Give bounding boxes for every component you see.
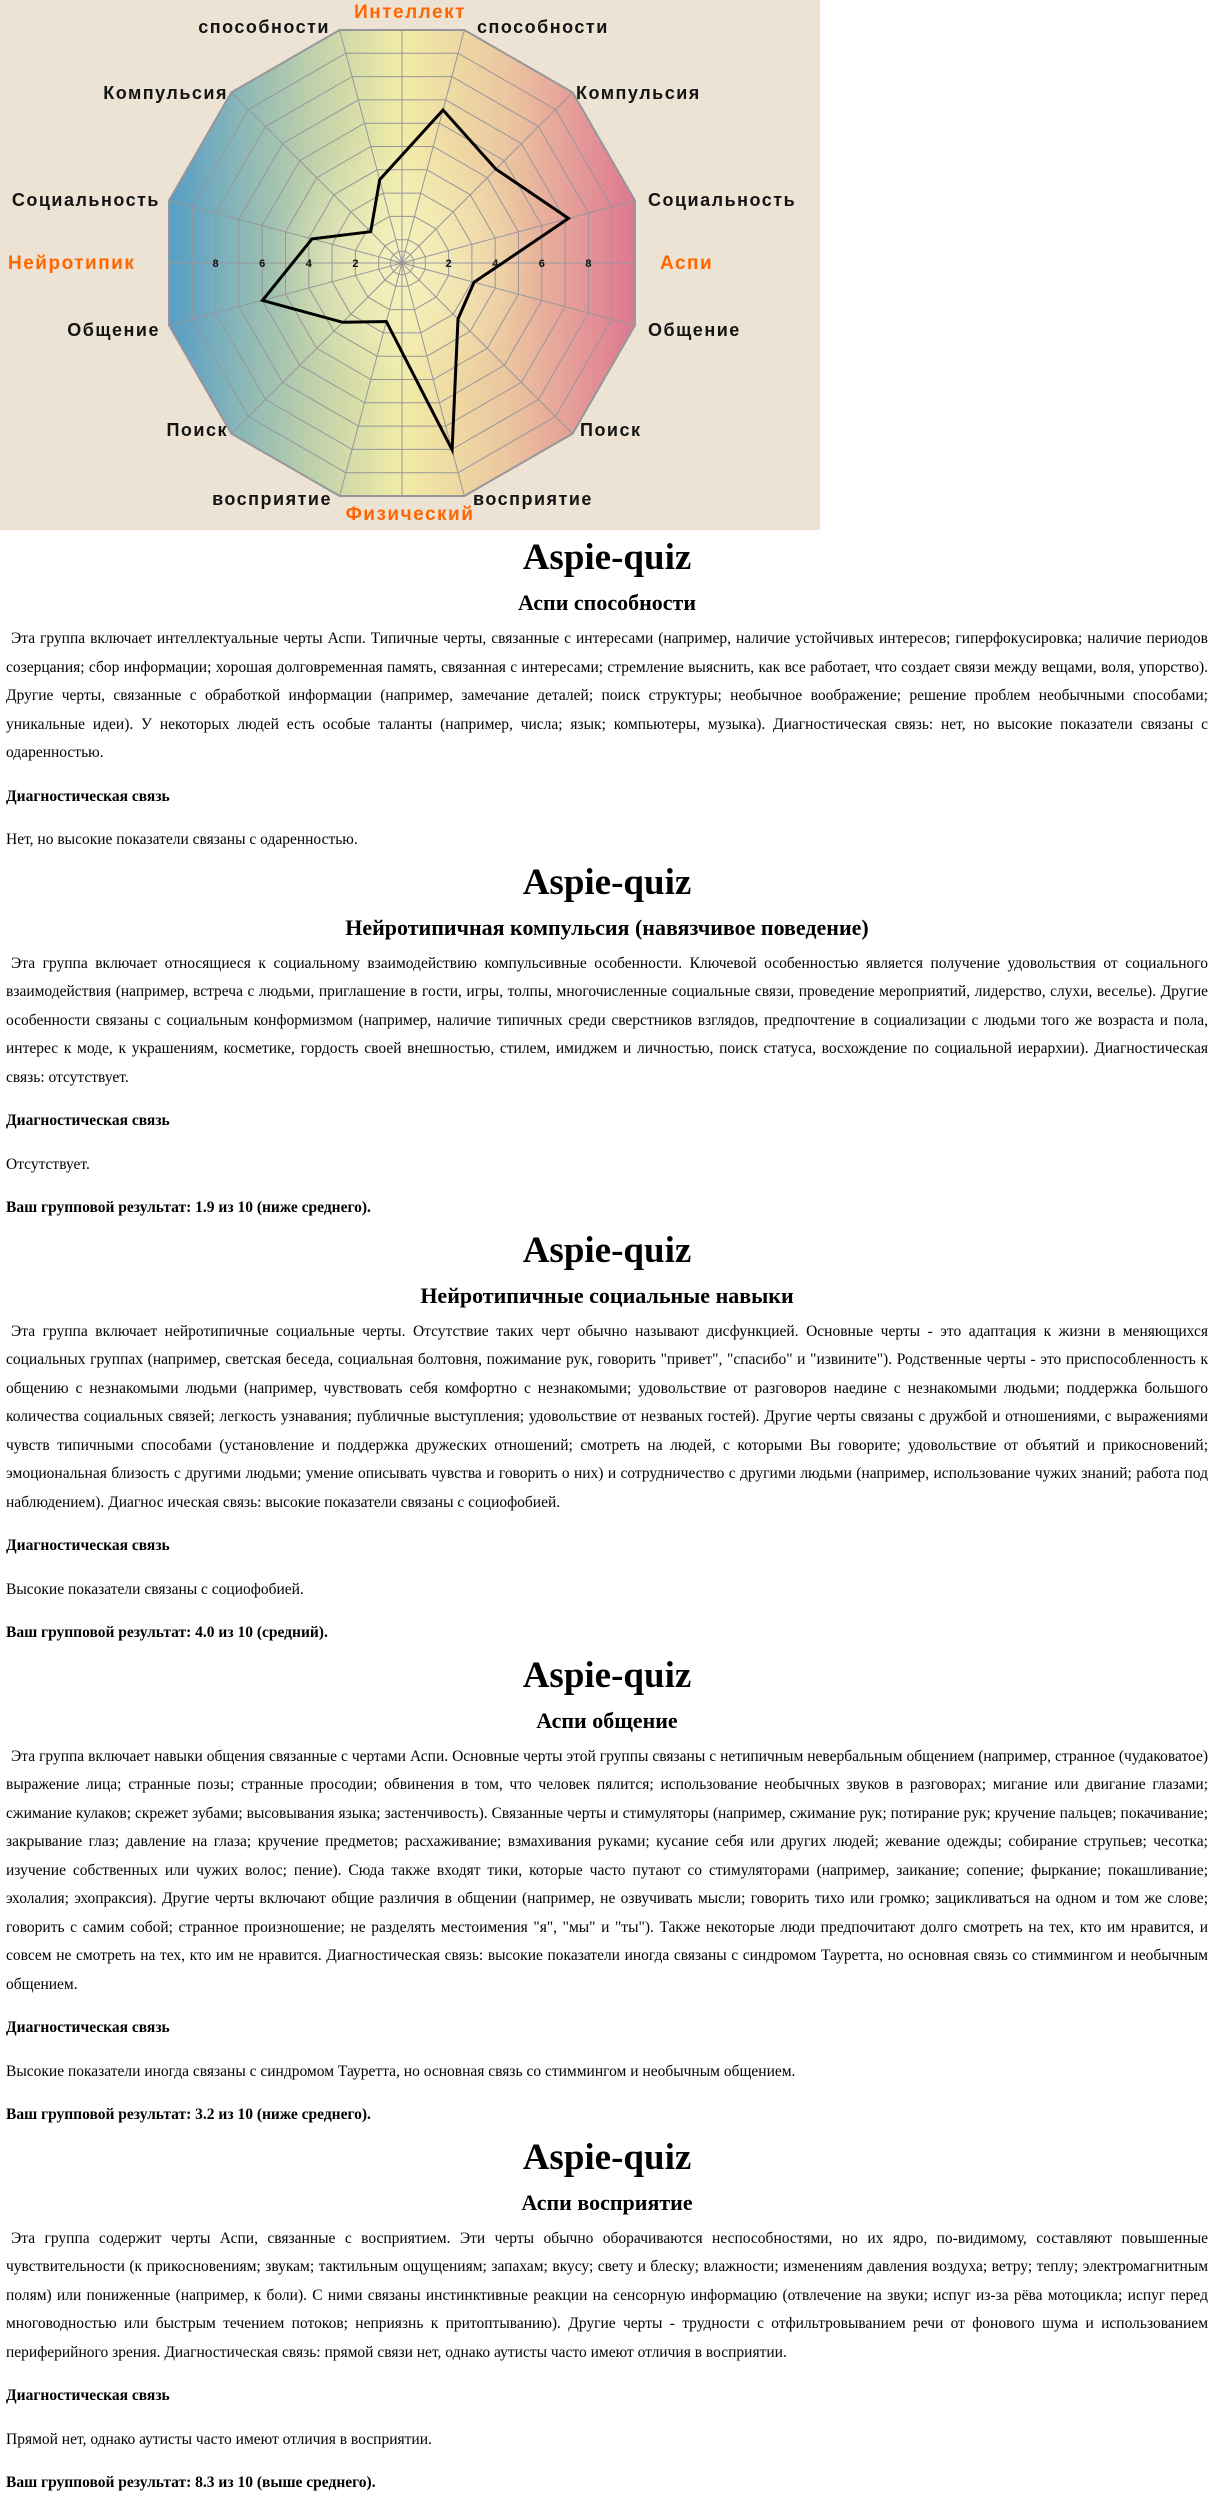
scale-tick-number: 4 <box>305 258 312 270</box>
section-subtitle: Нейротипичная компульсия (навязчивое поведение) <box>345 914 869 940</box>
quiz-report <box>0 538 1216 2504</box>
section-brand-title: Aspie-quiz <box>522 537 692 578</box>
scale-tick-number: 4 <box>492 258 499 270</box>
section-aspie-communication <box>6 1656 1208 2130</box>
diagnostic-relation-text: Высокие показатели связаны с социофобией. <box>6 1580 304 1598</box>
axis-group-label-neurotypical: Нейротипик <box>8 253 136 274</box>
diagnostic-relation-label: Диагностическая связь <box>6 2019 170 2036</box>
diagnostic-relation-text: Нет, но высокие показатели связаны с одаренностью. <box>6 831 358 848</box>
axis-label-communication-left: Общение <box>67 320 160 340</box>
scale-tick-number: 8 <box>212 258 219 270</box>
section-neurotypical-compulsion <box>6 863 1208 1223</box>
section-brand-title: Aspie-quiz <box>522 1229 692 1271</box>
axis-group-label-physical: Физический <box>345 504 475 525</box>
diagnostic-relation-label: Диагностическая связь <box>6 1537 170 1554</box>
group-score: Ваш групповой результат: 8.3 из 10 (выше среднего). <box>6 2474 376 2491</box>
group-score: Ваш групповой результат: 4.0 из 10 (средний). <box>6 1624 328 1641</box>
axis-label-social-right: Социальность <box>648 190 797 210</box>
axis-label-hunting-right: Поиск <box>580 420 642 440</box>
scale-tick-number: 2 <box>445 258 452 270</box>
section-description: Эта группа включает интеллектуальные черты Аспи. Типичные черты, связанные с интересами (например, наличие устойчивых интересов; гиперфокусировка; наличие периодов созерцания; сбор информации; хорошая долговременная память, связанная с интересами; стремление выяснить, как все работает, что создает связи между вещами, воля, упорство). Другие черты, связанные с обработкой информации (например, замечание деталей; поиск структуры; необычное воображение; решение проблем необычными способами; уникальные идеи). У некоторых людей есть особые таланты (например, числа; язык; компьютеры, музыка). Диагностическая связь: нет, но высокие показатели связаны с одаренностью. <box>6 630 1208 761</box>
section-description: Эта группа включает относящиеся к социальному взаимодействию компульсивные особенности. Ключевой особенностью является получение удовольствия от социального взаимодействия (например, встреча с людьми, приглашение в гости, игры, толпы, многочисленные социальные связи, проведение мероприятий, лидерство, слухи, веселье). Другие особенности связаны с социальным конформизмом (например, наличие типичных среди сверстников взглядов, предпочтение в социализации с людьми того же возраста и пола, интерес к моде, к украшениям, косметике, гордость своей внешностью, стилем, имиджем и личностью, поиск статуса, восхождение по социальной иерархии). Диагностическая связь: отсутствует. <box>6 954 1208 1086</box>
section-description: Эта группа содержит черты Аспи, связанные с восприятием. Эти черты обычно оборачиваются неспособностями, но их ядро, по-видимому, составляют повышенные чувствительности (к прикосновениям; звукам; тактильным ощущениям; запахам; вкусу; свету и блеску; влажности; изменениям давления воздуха; ветру; теплу; электромагнитным полям) или пониженные (например, к боли). С ними связаны инстинктивные реакции на сенсорную информацию (отвлечение на звуки; испуг из-за рёва мотоцикла; испуг перед многоводностью или быстрым течением потоков; неприязнь к притоптыванию). Другие черты - трудности с отфильтровыванием речи от фонового шума и использованием периферийного зрения. Диагностическая связь: прямой связи нет, однако аутисты часто имеют отличия в восприятии. <box>6 2229 1208 2361</box>
axis-label-abilities-left: способности <box>198 17 330 37</box>
section-description: Эта группа включает навыки общения связанные с чертами Аспи. Основные черты этой группы связаны с нетипичным невербальным общением (например, странное (чудаковатое) выражение лица; странные позы; странные просодии; обвинения в том, что человек пялится; использование необычных звуков в разговорах; мигание или двигание глазами; сжимание кулаков; скрежет зубами; высовывания языка; застенчивость). Связанные черты и стимуляторы (например, сжимание рук; потирание рук; кручение пальцев; покачивание; закрывание глаз; давление на глаза; кручение предметов; расхаживание; взмахивания руками; кусание себя или других людей; жевание одежды; собирание струпьев; чесотка; изучение собственных или чужих волос; пение). Сюда также входят тики, которые часто путают со стимуляторами (например, заикание; сопение; фыркание; покашливание; эхолалия; эхопраксия). Другие черты включают общие различия в общении (например, не озвучивать мысли; говорить тихо или громко; зацикливаться на одном и том же слове; говорить с самим собой; странное произношение; не разделять местоимения "я", "мы" и "ты"). Также некоторые люди предпочитают долго смотреть на тех, кто им нравится, и совсем не смотреть на тех, кто им не нравится. Диагностическая связь: высокие показатели иногда связаны с синдромом Тауретта, но основная связь со стиммингом и необычным общением. <box>6 1747 1208 1993</box>
axis-group-label-intellectual: Интеллект <box>354 2 466 23</box>
section-subtitle: Нейротипичные социальные навыки <box>420 1282 794 1308</box>
section-aspie-abilities <box>6 538 1208 855</box>
axis-label-abilities-right: способности <box>477 17 609 37</box>
axis-label-hunting-left: Поиск <box>166 420 228 440</box>
axis-label-compulsion-right: Компульсия <box>576 83 701 103</box>
axis-group-label-aspie: Аспи <box>660 253 714 274</box>
axis-label-perception-right: восприятие <box>473 489 593 509</box>
diagnostic-relation-text: Отсутствует. <box>6 1155 90 1173</box>
group-score: Ваш групповой результат: 1.9 из 10 (ниже среднего). <box>6 1199 371 1216</box>
section-description: Эта группа включает нейротипичные социальные черты. Отсутствие таких черт обычно называют дисфункцией. Основные черты - это адаптация к жизни в меняющихся социальных группах (например, светская беседа, социальная болтовня, пожимание рук, говорить "привет", "спасибо" и "извините"). Родственные черты - это приспособленность к общению с незнакомыми людьми (например, чувствовать себя комфортно с незнакомыми; удовольствие от разговоров наедине с незнакомыми людьми; поддержка большого количества социальных связей; легкость узнавания; публичные выступления; удовольствие от незваных гостей). Другие черты связаны с дружбой и отношениями, с выражениями чувств типичными способами (установление и поддержка дружеских отношений; смотреть на людей, с которыми Вы говорите; удовольствие от объятий и прикосновений; эмоциональная близость с другими людьми; умение описывать чувства и говорить о них) и сотрудничество с другими людьми (например, использование чужих знаний; работа под наблюдением). Диагнос ическая связь: высокие показатели связаны с социофобией. <box>6 1322 1208 1511</box>
diagnostic-relation-label: Диагностическая связь <box>6 1112 170 1129</box>
diagnostic-relation-label: Диагностическая связь <box>6 2387 170 2404</box>
axis-label-perception-left: восприятие <box>212 489 332 509</box>
section-brand-title: Aspie-quiz <box>522 1654 692 1696</box>
axis-label-social-left: Социальность <box>11 190 160 210</box>
section-subtitle: Аспи способности <box>517 590 697 615</box>
axis-label-compulsion-left: Компульсия <box>103 83 228 103</box>
diagnostic-relation-label: Диагностическая связь <box>6 787 170 805</box>
axis-label-communication-right: Общение <box>648 320 741 340</box>
section-brand-title: Aspie-quiz <box>522 2136 692 2178</box>
section-neurotypical-social <box>6 1231 1208 1648</box>
section-brand-title: Aspie-quiz <box>522 861 692 903</box>
group-score: Ваш групповой результат: 3.2 из 10 (ниже среднего). <box>6 2106 371 2123</box>
scale-tick-number: 6 <box>259 258 266 270</box>
scale-tick-number: 8 <box>585 258 592 270</box>
aspie-spider-chart <box>0 0 820 530</box>
section-subtitle: Аспи восприятие <box>521 2189 693 2215</box>
section-aspie-perception <box>6 2138 1208 2498</box>
section-subtitle: Аспи общение <box>536 1707 678 1733</box>
diagnostic-relation-text: Прямой нет, однако аутисты часто имеют отличия в восприятии. <box>6 2430 432 2448</box>
diagnostic-relation-text: Высокие показатели иногда связаны с синдромом Тауретта, но основная связь со стиммингом и необычным общением. <box>6 2062 796 2080</box>
scale-tick-number: 6 <box>538 258 545 270</box>
scale-tick-number: 2 <box>352 258 359 270</box>
